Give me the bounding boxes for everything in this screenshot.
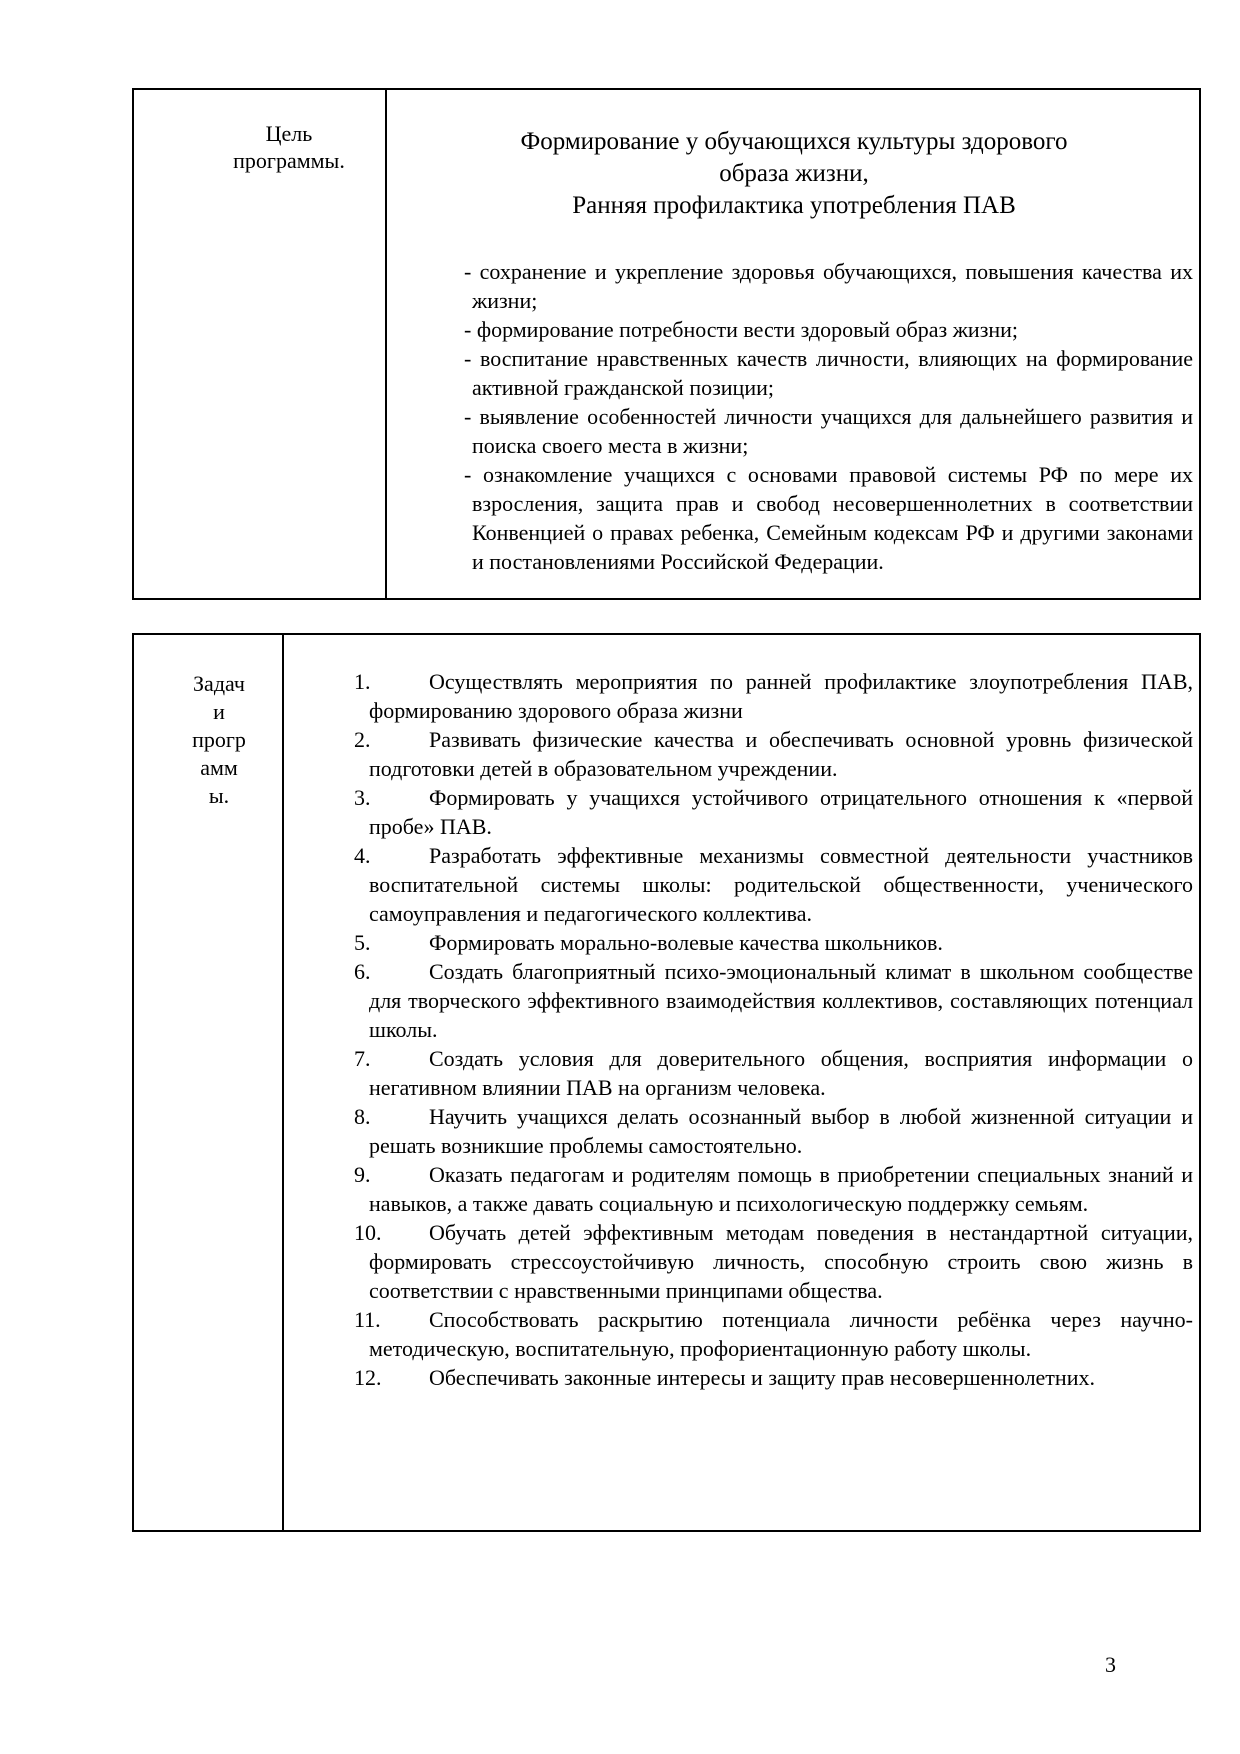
task-text: Разработать эффективные механизмы совместной деятельности участников воспитательной системы школы: родительской общественности, ученического самоуправления и педагогического коллектива. (369, 843, 1193, 926)
task-item (354, 783, 1193, 841)
task-number: 9. (354, 1162, 371, 1187)
task-text: Развивать физические качества и обеспечивать основной уровнь физической подготовки детей в образовательном учреждении. (369, 727, 1193, 781)
tasks-list (354, 667, 1193, 1392)
task-number: 2. (354, 727, 371, 752)
task-number: 4. (354, 843, 371, 868)
goal-title (464, 126, 1124, 222)
task-number: 10. (354, 1220, 382, 1245)
goal-item: - воспитание нравственных качеств личности, влияющих на формирование активной гражданской позиции; (464, 346, 1193, 400)
tasks-label-line: ы. (208, 783, 230, 808)
tasks-label-line: прогр (192, 727, 246, 752)
task-item (354, 928, 1193, 957)
task-number: 12. (354, 1365, 382, 1390)
task-text: Обучать детей эффективным методам поведения в нестандартной ситуации, формировать стрессоустойчивую личность, способную строить свою жизнь в соответствии с нравственными принципами общества. (369, 1220, 1193, 1303)
task-text: Формировать морально-волевые качества школьников. (429, 930, 943, 955)
goal-table (132, 88, 1201, 600)
goal-title-line: Ранняя профилактика употребления ПАВ (572, 192, 1016, 219)
task-number: 6. (354, 959, 371, 984)
task-number: 8. (354, 1104, 371, 1129)
goal-item: - ознакомление учащихся с основами правовой системы РФ по мере их взросления, защита прав и свобод несовершеннолетних в соответствии Конвенцией о правах ребенка, Семейным кодексам РФ и другими законами и постановлениями Российской Федерации. (464, 462, 1193, 574)
task-item (354, 667, 1193, 725)
goal-item: - выявление особенностей личности учащихся для дальнейшего развития и поиска своего места в жизни; (464, 404, 1193, 458)
task-item (354, 1044, 1193, 1102)
task-item (354, 1160, 1193, 1218)
task-item (354, 1305, 1193, 1363)
task-number: 1. (354, 669, 371, 694)
task-number: 5. (354, 930, 371, 955)
tasks-label-line: и (213, 699, 225, 724)
task-text: Формировать у учащихся устойчивого отрицательного отношения к «первой пробе» ПАВ. (369, 785, 1193, 839)
task-number: 11. (354, 1307, 381, 1332)
tasks-table-divider (282, 635, 284, 1530)
tasks-label (179, 670, 259, 810)
tasks-label-line: амм (200, 755, 238, 780)
task-item (354, 1218, 1193, 1305)
goal-item: - сохранение и укрепление здоровья обучающихся, повышения качества их жизни; (464, 259, 1193, 313)
task-item (354, 957, 1193, 1044)
task-number: 3. (354, 785, 371, 810)
page-number: 3 (1105, 1652, 1116, 1677)
task-item (354, 841, 1193, 928)
task-text: Способствовать раскрытию потенциала личности ребёнка через научно-методическую, воспитательную, профориентационную работу школы. (369, 1307, 1193, 1361)
goal-list (464, 257, 1193, 576)
goal-title-line: Формирование у обучающихся культуры здорового (520, 128, 1068, 155)
task-text: Оказать педагогам и родителям помощь в приобретении специальных знаний и навыков, а также давать социальную и психологическую поддержку семьям. (369, 1162, 1193, 1216)
task-text: Создать благоприятный психо-эмоциональный климат в школьном сообществе для творческого эффективного взаимодействия коллективов, составляющих потенциал школы. (369, 959, 1193, 1042)
task-item (354, 1102, 1193, 1160)
tasks-label-line: Задач (193, 671, 245, 696)
tasks-table (132, 633, 1201, 1532)
goal-label (194, 120, 384, 174)
task-item (354, 1363, 1193, 1392)
task-item (354, 725, 1193, 783)
goal-table-divider (385, 90, 387, 598)
task-number: 7. (354, 1046, 371, 1071)
task-text: Обеспечивать законные интересы и защиту прав несовершеннолетних. (429, 1365, 1095, 1390)
task-text: Создать условия для доверительного общения, восприятия информации о негативном влиянии ПАВ на организм человека. (369, 1046, 1193, 1100)
goal-label-line: программы. (233, 148, 345, 173)
task-text: Осуществлять мероприятия по ранней профилактике злоупотребления ПАВ, формированию здорового образа жизни (369, 669, 1193, 723)
goal-title-line: образа жизни, (719, 160, 869, 187)
goal-label-line: Цель (265, 121, 313, 146)
task-text: Научить учащихся делать осознанный выбор в любой жизненной ситуации и решать возникшие проблемы самостоятельно. (369, 1104, 1193, 1158)
goal-item: - формирование потребности вести здоровый образ жизни; (464, 317, 1019, 342)
